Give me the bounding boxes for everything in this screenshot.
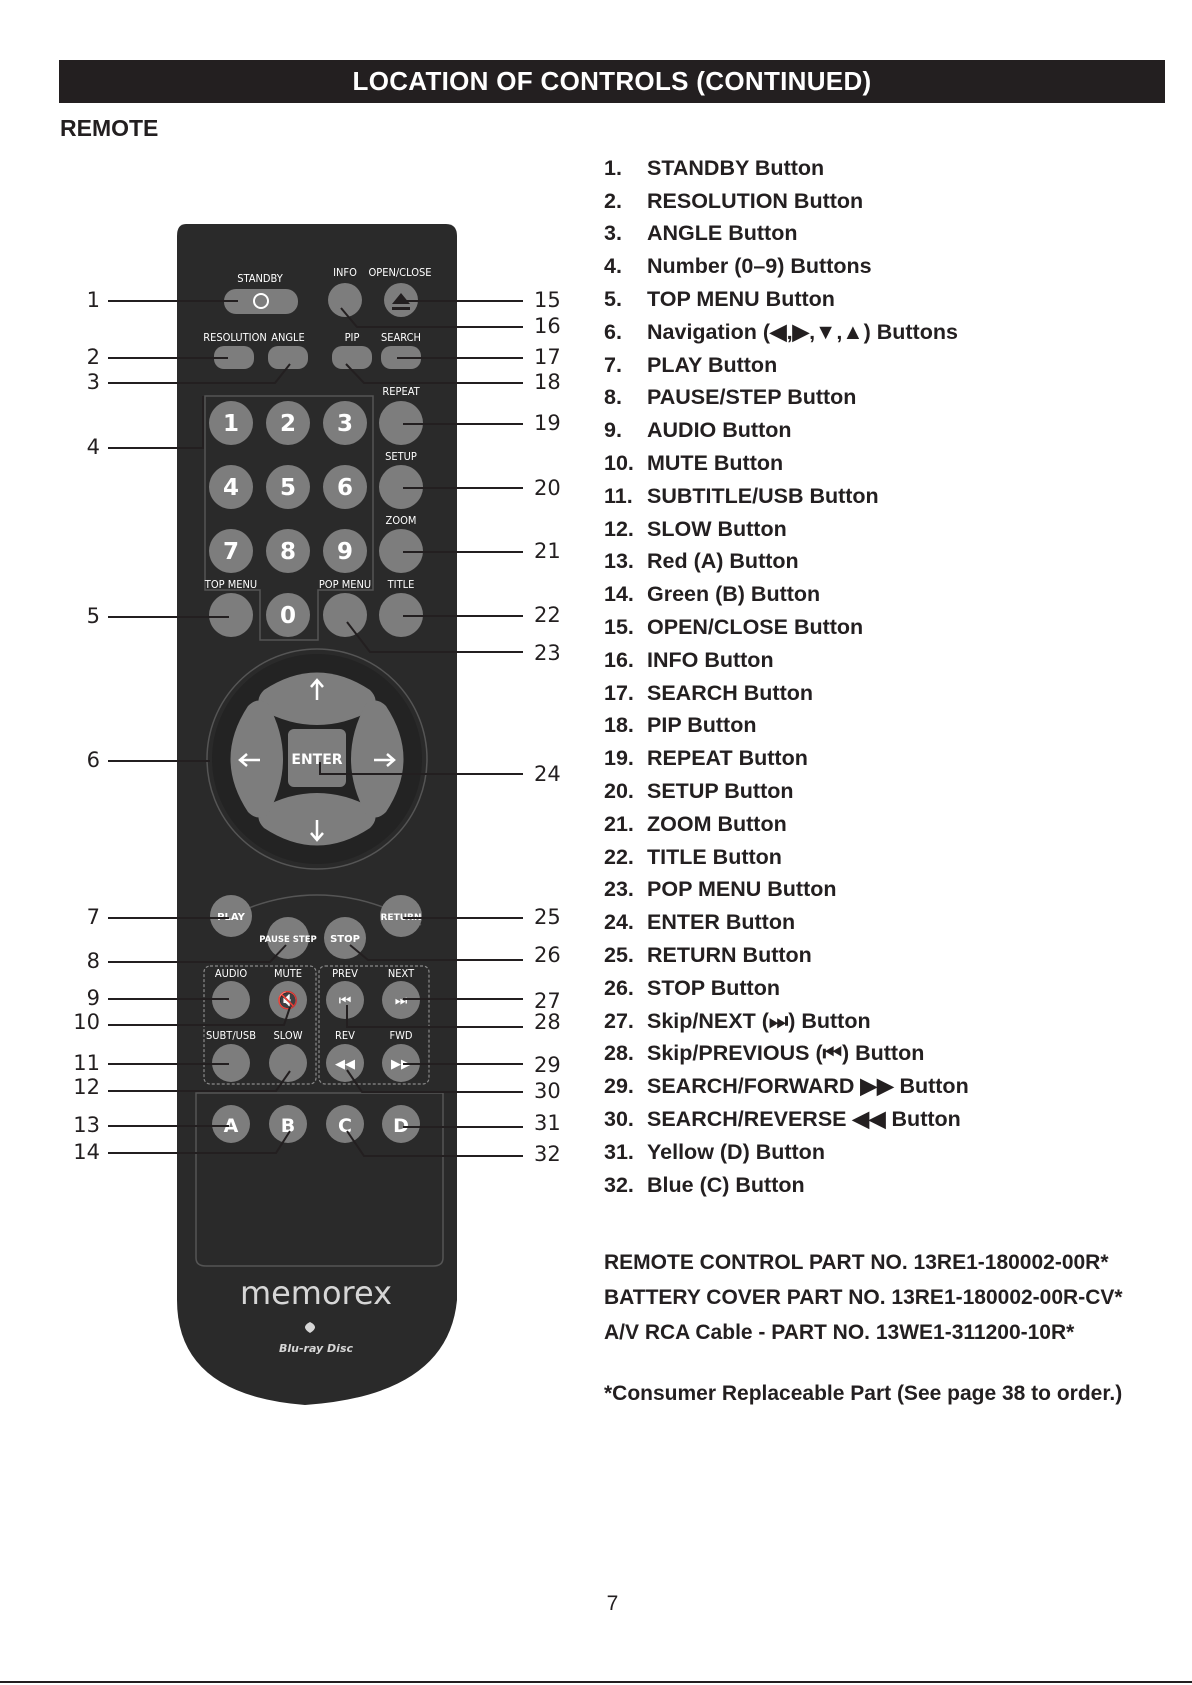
legend-text: Red (A) Button bbox=[647, 549, 799, 574]
digit-4-text: 4 bbox=[222, 475, 240, 501]
digit-7-text: 7 bbox=[222, 539, 240, 565]
c-text: C bbox=[338, 1115, 352, 1137]
legend-number: 21. bbox=[604, 811, 634, 836]
slow-label: SLOW bbox=[273, 1029, 303, 1042]
callout-29: 29 bbox=[534, 1053, 561, 1077]
legend-number: 19. bbox=[604, 746, 634, 771]
prev-label: PREV bbox=[332, 967, 358, 980]
zoom-label: ZOOM bbox=[385, 514, 417, 527]
legend-text: Skip/NEXT (⏭) Button bbox=[647, 1008, 871, 1033]
legend-text: SEARCH Button bbox=[647, 680, 814, 705]
callout-2: 2 bbox=[86, 345, 100, 369]
legend-item bbox=[604, 1103, 969, 1136]
legend-text: PIP Button bbox=[647, 713, 757, 738]
digit-2-text: 2 bbox=[279, 411, 297, 437]
controls-legend bbox=[604, 152, 969, 1202]
legend-item bbox=[604, 152, 969, 185]
bottom-rule bbox=[0, 1681, 1192, 1683]
standby-label: STANDBY bbox=[237, 272, 283, 285]
legend-text: PLAY Button bbox=[647, 352, 778, 377]
legend-item bbox=[604, 447, 969, 480]
legend-text: REPEAT Button bbox=[647, 746, 808, 771]
top-menu-button bbox=[209, 593, 253, 637]
legend-number: 16. bbox=[604, 647, 634, 672]
legend-text: RESOLUTION Button bbox=[647, 188, 864, 213]
legend-number: 14. bbox=[604, 582, 634, 607]
legend-number: 32. bbox=[604, 1172, 634, 1197]
callout-6: 6 bbox=[86, 748, 100, 772]
legend-number: 9. bbox=[604, 418, 622, 443]
legend-item bbox=[604, 1169, 969, 1202]
callout-22: 22 bbox=[534, 603, 561, 627]
legend-number: 15. bbox=[604, 615, 634, 640]
legend-text: PAUSE/STEP Button bbox=[647, 385, 857, 410]
legend-text: Yellow (D) Button bbox=[647, 1139, 825, 1164]
mute-label: MUTE bbox=[273, 967, 303, 980]
legend-text: ENTER Button bbox=[647, 910, 796, 935]
rewind-icon: ◀◀ bbox=[335, 1057, 355, 1072]
open-close-label: OPEN/CLOSE bbox=[368, 266, 432, 279]
legend-number: 31. bbox=[604, 1139, 634, 1164]
d-text: D bbox=[393, 1115, 409, 1137]
callout-16: 16 bbox=[534, 314, 561, 338]
legend-number: 25. bbox=[604, 943, 634, 968]
digit-1-text: 1 bbox=[222, 411, 240, 437]
legend-item bbox=[604, 1038, 969, 1071]
return-text: RETURN bbox=[380, 913, 422, 923]
legend-text: MUTE Button bbox=[647, 451, 784, 476]
legend-text: Blue (C) Button bbox=[647, 1172, 805, 1197]
digit-8-text: 8 bbox=[279, 539, 297, 565]
legend-item bbox=[604, 874, 969, 907]
legend-item bbox=[604, 710, 969, 743]
info-label: INFO bbox=[333, 266, 357, 279]
callout-19: 19 bbox=[534, 411, 561, 435]
title-label: TITLE bbox=[387, 578, 415, 591]
legend-text: OPEN/CLOSE Button bbox=[647, 615, 864, 640]
legend-number: 4. bbox=[604, 254, 622, 279]
av-cable-part-number: A/V RCA Cable - PART NO. 13WE1-311200-10R* bbox=[604, 1320, 1075, 1344]
legend-item bbox=[604, 283, 969, 316]
legend-text: SLOW Button bbox=[647, 516, 787, 541]
legend-number: 12. bbox=[604, 516, 634, 541]
callout-13: 13 bbox=[73, 1113, 100, 1137]
callout-21: 21 bbox=[534, 539, 561, 563]
legend-text: SETUP Button bbox=[647, 779, 794, 804]
page-title: LOCATION OF CONTROLS (CONTINUED) bbox=[352, 66, 872, 96]
legend-number: 17. bbox=[604, 680, 634, 705]
legend-text: TOP MENU Button bbox=[647, 287, 835, 312]
legend-item bbox=[604, 775, 969, 808]
legend-item bbox=[604, 1070, 969, 1103]
bluray-logo: Blu-ray Disc bbox=[278, 1342, 354, 1355]
brand-logo: memorex bbox=[239, 1274, 393, 1312]
legend-item bbox=[604, 578, 969, 611]
legend-text: AUDIO Button bbox=[647, 418, 792, 443]
callout-17: 17 bbox=[534, 345, 561, 369]
angle-label: ANGLE bbox=[271, 331, 305, 344]
callout-27: 27 bbox=[534, 989, 561, 1013]
rev-label: REV bbox=[335, 1029, 355, 1042]
legend-number: 18. bbox=[604, 713, 634, 738]
legend-number: 23. bbox=[604, 877, 634, 902]
digit-9-text: 9 bbox=[336, 539, 354, 565]
legend-number: 22. bbox=[604, 844, 634, 869]
legend-text: ZOOM Button bbox=[647, 811, 787, 836]
legend-text: SEARCH/FORWARD ▶▶ Button bbox=[647, 1074, 969, 1099]
search-label: SEARCH bbox=[381, 331, 421, 344]
legend-number: 28. bbox=[604, 1041, 634, 1066]
legend-number: 29. bbox=[604, 1074, 634, 1099]
legend-item bbox=[604, 742, 969, 775]
callout-4: 4 bbox=[86, 435, 100, 459]
parts-list bbox=[604, 1245, 1123, 1350]
stop-text: STOP bbox=[330, 934, 360, 945]
audio-label: AUDIO bbox=[214, 967, 248, 980]
top-menu-label: TOP MENU bbox=[204, 578, 258, 591]
legend-number: 26. bbox=[604, 975, 634, 1000]
legend-text: POP MENU Button bbox=[647, 877, 837, 902]
callout-26: 26 bbox=[534, 943, 561, 967]
legend-item bbox=[604, 349, 969, 382]
legend-item bbox=[604, 841, 969, 874]
prev-icon: ⏮ bbox=[338, 993, 352, 1009]
pip-button bbox=[332, 346, 372, 369]
callout-25: 25 bbox=[534, 905, 561, 929]
callout-10: 10 bbox=[73, 1010, 100, 1034]
legend-item bbox=[604, 513, 969, 546]
callout-30: 30 bbox=[534, 1079, 561, 1103]
legend-item bbox=[604, 382, 969, 415]
fwd-label: FWD bbox=[389, 1029, 413, 1042]
legend-number: 8. bbox=[604, 385, 622, 410]
next-icon: ⏭ bbox=[394, 993, 408, 1009]
legend-text: ANGLE Button bbox=[647, 221, 798, 246]
replaceable-part-note: *Consumer Replaceable Part (See page 38 to order.) bbox=[604, 1382, 1123, 1405]
legend-item bbox=[604, 1136, 969, 1169]
legend-text: RETURN Button bbox=[647, 943, 812, 968]
legend-item bbox=[604, 218, 969, 251]
legend-number: 3. bbox=[604, 221, 622, 246]
legend-number: 20. bbox=[604, 779, 634, 804]
legend-number: 5. bbox=[604, 287, 622, 312]
legend-number: 6. bbox=[604, 319, 622, 344]
legend-item bbox=[604, 1005, 969, 1038]
legend-number: 11. bbox=[604, 483, 633, 508]
legend-text: Skip/PREVIOUS (⏮) Button bbox=[647, 1041, 925, 1066]
play-text: PLAY bbox=[217, 912, 245, 923]
legend-text: INFO Button bbox=[647, 647, 774, 672]
setup-label: SETUP bbox=[385, 450, 417, 463]
callout-9: 9 bbox=[86, 986, 100, 1010]
callout-8: 8 bbox=[86, 949, 100, 973]
legend-item bbox=[604, 185, 969, 218]
legend-number: 1. bbox=[604, 155, 622, 180]
digit-0-text: 0 bbox=[279, 603, 297, 629]
legend-number: 27. bbox=[604, 1008, 634, 1033]
a-text: A bbox=[223, 1115, 239, 1137]
battery-cover-part-number: BATTERY COVER PART NO. 13RE1-180002-00R-CV* bbox=[604, 1285, 1123, 1309]
pip-label: PIP bbox=[344, 331, 360, 344]
legend-item bbox=[604, 906, 969, 939]
legend-text: SUBTITLE/USB Button bbox=[647, 483, 879, 508]
callout-5: 5 bbox=[86, 604, 100, 628]
slow-button bbox=[269, 1044, 307, 1082]
next-label: NEXT bbox=[387, 967, 415, 980]
legend-number: 10. bbox=[604, 451, 634, 476]
callout-31: 31 bbox=[534, 1111, 561, 1135]
legend-text: Navigation (◀,▶,▼,▲) Buttons bbox=[647, 319, 958, 344]
callout-14: 14 bbox=[73, 1140, 100, 1164]
legend-item bbox=[604, 644, 969, 677]
digit-3-text: 3 bbox=[336, 411, 354, 437]
legend-number: 30. bbox=[604, 1107, 634, 1131]
callout-1: 1 bbox=[86, 288, 100, 312]
legend-text: TITLE Button bbox=[647, 844, 782, 869]
callout-32: 32 bbox=[534, 1142, 561, 1166]
callout-23: 23 bbox=[534, 641, 561, 665]
callout-12: 12 bbox=[73, 1075, 100, 1099]
legend-text: STOP Button bbox=[647, 975, 780, 1000]
pop-menu-label: POP MENU bbox=[318, 578, 372, 591]
callout-28: 28 bbox=[534, 1010, 561, 1034]
legend-item bbox=[604, 677, 969, 710]
legend-item bbox=[604, 939, 969, 972]
legend-text: SEARCH/REVERSE ◀◀ Button bbox=[647, 1107, 961, 1131]
callout-3: 3 bbox=[86, 370, 100, 394]
page-number: 7 bbox=[606, 1592, 619, 1615]
digit-6-text: 6 bbox=[336, 475, 354, 501]
legend-text: STANDBY Button bbox=[647, 155, 825, 180]
legend-text: Number (0–9) Buttons bbox=[647, 254, 872, 279]
callout-18: 18 bbox=[534, 370, 561, 394]
callout-15: 15 bbox=[534, 288, 561, 312]
legend-item bbox=[604, 480, 969, 513]
legend-number: 13. bbox=[604, 549, 634, 574]
digit-5-text: 5 bbox=[279, 475, 297, 501]
legend-item bbox=[604, 808, 969, 841]
callout-11: 11 bbox=[73, 1051, 100, 1075]
legend-item bbox=[604, 414, 969, 447]
repeat-label: REPEAT bbox=[382, 385, 420, 398]
forward-icon: ▶▶ bbox=[391, 1057, 411, 1072]
legend-item bbox=[604, 546, 969, 579]
legend-item bbox=[604, 316, 969, 349]
subt-usb-label: SUBT/USB bbox=[205, 1029, 257, 1042]
legend-number: 2. bbox=[604, 188, 622, 213]
section-label: REMOTE bbox=[60, 115, 159, 141]
legend-item bbox=[604, 972, 969, 1005]
resolution-label: RESOLUTION bbox=[203, 331, 267, 344]
legend-number: 24. bbox=[604, 910, 634, 935]
pop-menu-button bbox=[323, 593, 367, 637]
legend-item bbox=[604, 250, 969, 283]
enter-text: ENTER bbox=[291, 752, 343, 768]
callout-24: 24 bbox=[534, 762, 561, 786]
callout-7: 7 bbox=[86, 905, 100, 929]
b-text: B bbox=[280, 1115, 296, 1137]
legend-number: 7. bbox=[604, 352, 622, 377]
legend-text: Green (B) Button bbox=[647, 582, 821, 607]
mute-icon: 🔇 bbox=[277, 991, 299, 1011]
remote-diagram bbox=[0, 0, 600, 1420]
pause-step-text: PAUSE STEP bbox=[259, 935, 317, 945]
remote-part-number: REMOTE CONTROL PART NO. 13RE1-180002-00R* bbox=[604, 1250, 1109, 1274]
legend-item bbox=[604, 611, 969, 644]
callout-20: 20 bbox=[534, 476, 561, 500]
remote-illustration bbox=[0, 0, 600, 1420]
